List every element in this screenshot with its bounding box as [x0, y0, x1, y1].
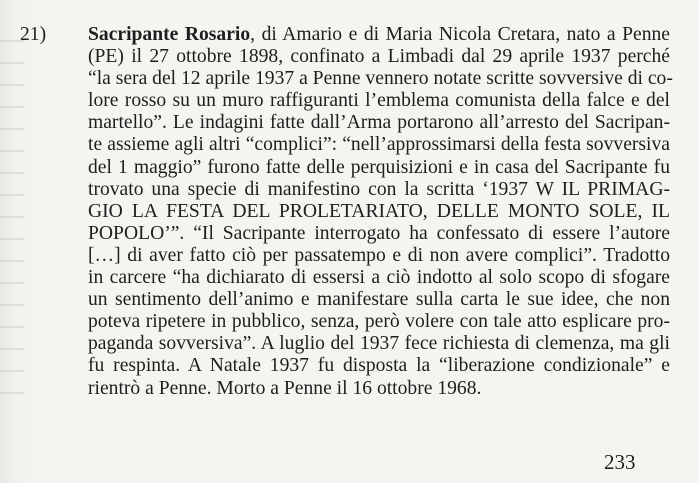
note-line: un sentimento dell’animo e manifestare sulla carta le sue idee, che non: [88, 289, 670, 311]
note-line: GIO LA FESTA DEL PROLETARIATO, DELLE MONTO SOLE, IL: [88, 200, 670, 222]
note-line: (PE) il 27 ottobre 1898, confinato a Limbadi dal 29 aprile 1937 perché: [88, 46, 670, 68]
note-line: lore rosso su un muro raffiguranti l’emblema comunista della falce e del: [88, 90, 670, 112]
note-line: […] di aver fatto ciò per passatempo e di non avere complici”. Tradotto: [88, 244, 670, 266]
note-line: poteva ripetere in pubblico, senza, però volere con tale atto esplicare pro-: [88, 311, 670, 333]
person-name: Sacripante Rosario: [88, 24, 251, 45]
note-line: martello”. Le indagini fatte dall’Arma portarono all’arresto del Sacripan-: [88, 112, 670, 134]
note-line-1-text: , di Amario e di Maria Nicola Cretara, nato a Penne: [250, 24, 670, 45]
note-line: trovato una specie di manifestino con la scritta ‘1937 W IL PRIMAG-: [88, 178, 670, 200]
page-number: 233: [604, 450, 636, 474]
note-number: 21): [20, 24, 47, 45]
note-line-1: [88, 24, 670, 46]
note-line: paganda sovversiva”. A luglio del 1937 fece richiesta di clemenza, ma gli: [88, 333, 670, 355]
note-line: del 1 maggio” furono fatte delle perquisizioni e in casa del Sacripante fu: [88, 156, 670, 178]
note-line: POPOLO’”. “Il Sacripante interrogato ha confessato di essere l’autore: [88, 222, 670, 244]
note-line: te assieme agli altri “complici”: “nell’approssimarsi della festa sovversiva: [88, 134, 670, 156]
note-line: “la sera del 12 aprile 1937 a Penne vennero notate scritte sovversive di co-: [88, 68, 673, 90]
note-line: in carcere “ha dichiarato di essersi a ciò indotto al solo scopo di sfogare: [88, 267, 670, 289]
note-line: fu respinta. A Natale 1937 fu disposta la “liberazione condizionale” e: [88, 355, 670, 377]
note-line-last: rientrò a Penne. Morto a Penne il 16 ottobre 1968.: [88, 377, 482, 399]
biographical-note: [20, 24, 673, 400]
